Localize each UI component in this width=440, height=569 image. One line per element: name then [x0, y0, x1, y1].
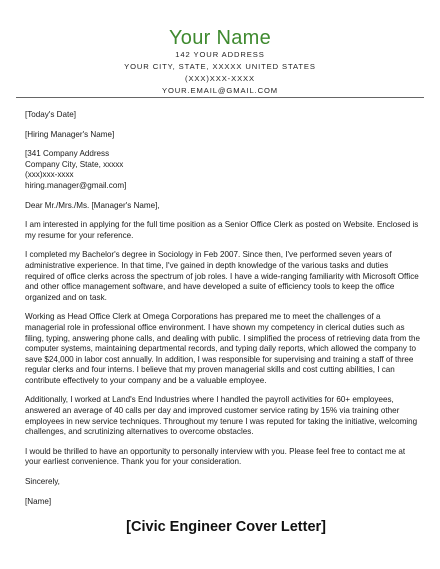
- company-address-block: [25, 149, 420, 191]
- body-paragraph: Additionally, I worked at Land's End Industries where I handled the payroll activities for 60+ employees, answered an average of 40 calls per day and improved customer service rating by 15% via training other employees in new service techniques. Throughout my tenure I was reputed for taking the initiative, welcoming challenges, and scrutinizing alternatives to overcome obstacles.: [25, 395, 418, 437]
- sender-phone: (XXX)XXX-XXXX: [185, 74, 255, 83]
- sender-name: Your Name: [168, 27, 272, 49]
- body-paragraph: I would be thrilled to have an opportunity to personally interview with you. Please feel free to contact me at your earliest convenience. Thank you for your consideration.: [25, 446, 406, 467]
- sender-address: 142 YOUR ADDRESS: [175, 50, 265, 59]
- letter-body: [25, 110, 420, 507]
- body-paragraph: I am interested in applying for the full time position as a Senior Office Clerk as posted on Website. Enclosed is my resume for your reference.: [25, 220, 419, 240]
- sender-city: YOUR CITY, STATE, XXXXX UNITED STATES: [124, 62, 316, 71]
- company-address-line: (xxx)xxx-xxxx: [25, 170, 74, 180]
- footer: [0, 518, 440, 536]
- body-paragraph: I completed my Bachelor's degree in Sociology in Feb 2007. Since then, I've performed seven years of administrative experience. In that time, I've gained in depth knowledge of the various tasks and duties required of office clerks across the spectrum of job roles. I have a wide-ranging familiarity with Microsoft Office and other office management software, and have developed a suite of efficiency tools to keep the office organized and on task.: [25, 250, 419, 302]
- body-paragraph: Working as Head Office Clerk at Omega Corporations has prepared me to meet the challenges of a managerial role in professional office environment. I have shown my competency in clerical duties such as filing, typing, answering phone calls, and dealing with public. I simplified the process of retrieving data from the computer systems, maintaining departmental records, and typing daily reports, which allowed the company to save $24,000 in labor cost annually. In addition, I was responsible for supervising and training a staff of three regular clerks and four interns. I believe that my proven managerial skills and cost cutting abilities, I can contribute effectively to your company and be a valuable employee.: [25, 312, 421, 385]
- company-address-line: hiring.manager@gmail.com]: [25, 180, 127, 190]
- letterhead: [0, 27, 440, 97]
- header-divider: [16, 97, 424, 98]
- document-title: [Civic Engineer Cover Letter]: [126, 519, 326, 535]
- letter-date: [Today's Date]: [25, 110, 77, 119]
- closing: Sincerely,: [25, 477, 60, 487]
- company-address-line: [341 Company Address: [25, 149, 110, 159]
- hiring-manager-name: [Hiring Manager's Name]: [25, 129, 115, 139]
- signature: [Name]: [25, 496, 52, 506]
- salutation: Dear Mr./Mrs./Ms. [Manager's Name],: [25, 200, 160, 210]
- company-address-line: Company City, State, xxxxx: [25, 159, 124, 169]
- sender-email: YOUR.EMAIL@GMAIL.COM: [161, 86, 278, 95]
